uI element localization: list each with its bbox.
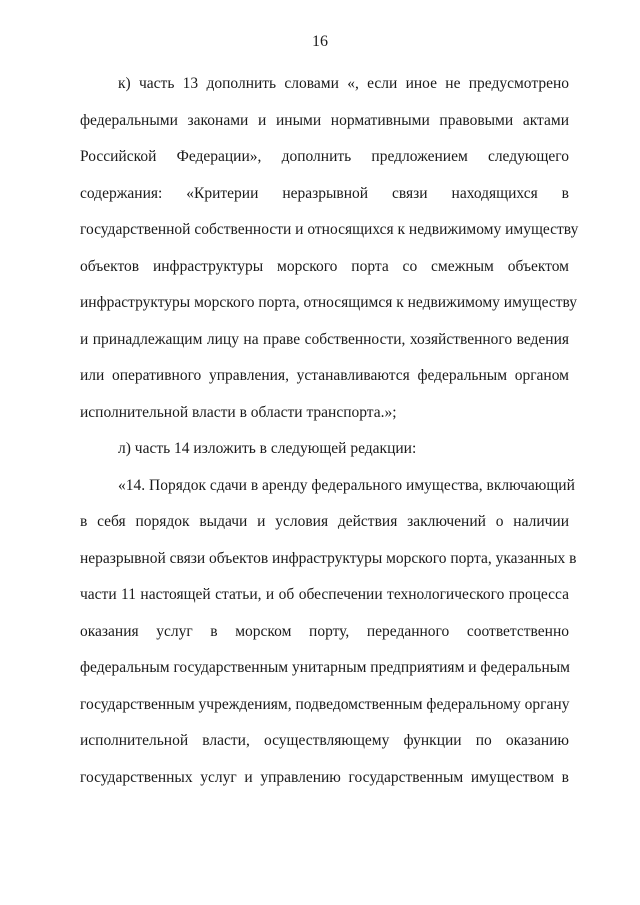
text-line: объектов инфраструктуры морского порта со смежным объектом [80,257,569,275]
document-body [80,66,579,796]
text-line: неразрывной связи объектов инфраструктуры морского порта, указанных в [80,549,577,567]
text-line: л) часть 14 изложить в следующей редакции: [118,440,417,457]
text-line: государственным учреждениям, подведомственным федеральному органу [80,695,570,713]
text-line: Российской Федерации», дополнить предложением следующего [80,148,569,165]
text-line: государственной собственности и относящихся к недвижимому имуществу [80,221,579,238]
text-line: федеральным государственным унитарным предприятиям и федеральным [80,659,570,676]
text-line: или оперативного управления, устанавливаются федеральным органом [80,367,569,384]
paragraph-14 [80,468,577,797]
text-line: государственных услуг и управлению государственным имуществом в [80,768,569,786]
text-line: инфраструктуры морского порта, относящимся к недвижимому имуществу [80,294,578,311]
text-line: в себя порядок выдачи и условия действия заключений о наличии [80,513,569,530]
text-line: исполнительной власти, осуществляющему функции по оказанию [80,732,569,749]
page-number: 16 [312,33,328,50]
text-line: к) часть 13 дополнить словами «, если иное не предусмотрено [118,75,569,92]
text-line: исполнительной власти в области транспорта.»; [80,403,397,421]
text-line: содержания: «Критерии неразрывной связи находящихся в [80,184,569,202]
text-line: оказания услуг в морском порту, переданного соответственно [80,622,569,640]
paragraph-l [80,431,569,468]
text-line: части 11 настоящей статьи, и об обеспечении технологического процесса [80,586,569,603]
paragraph-k [80,66,579,431]
text-line: и принадлежащим лицу на праве собственности, хозяйственного ведения [80,330,569,348]
text-line: «14. Порядок сдачи в аренду федерального имущества, включающий [118,476,575,494]
text-line: федеральными законами и иными нормативными правовыми актами [80,111,569,129]
